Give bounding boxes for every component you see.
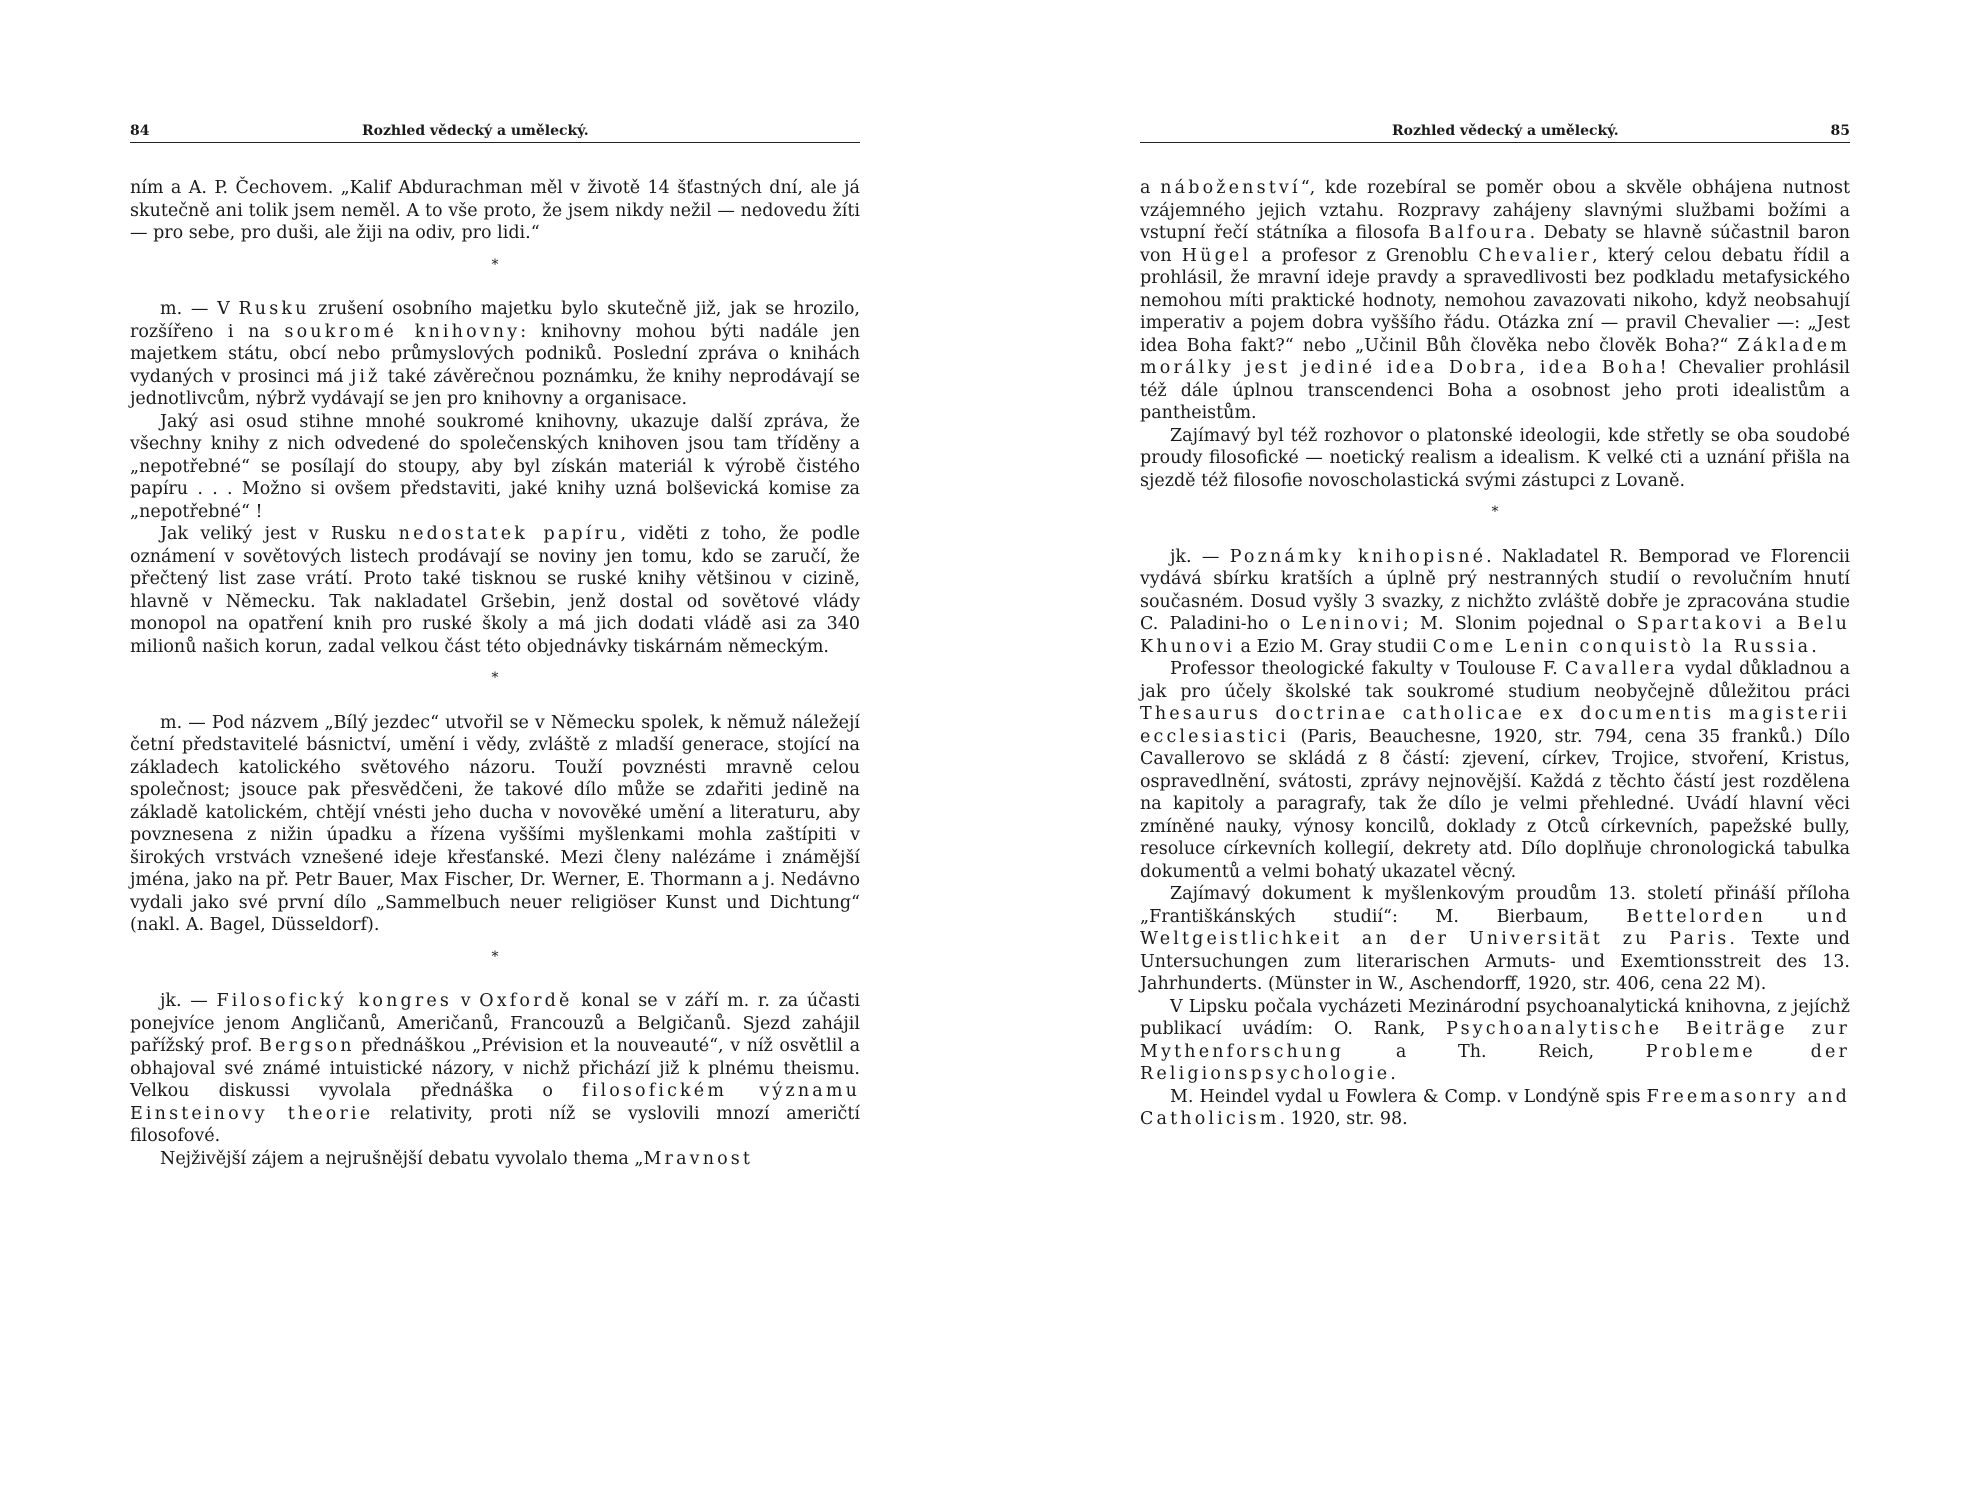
section-separator: * bbox=[491, 670, 499, 686]
section-separator: * bbox=[491, 256, 499, 273]
paragraph: Jak veliký jest v Rusku nedostatek papíru, viděti z toho, že podle oznámení v sovětových listech prodávají se noviny jen tomu, kdo se zaručí, že přečtený list zase vrátí. Proto také tisknou se ruské knihy většinou v cizině, hlavně v Německu. Tak nakladatel Gršebin, jenž dostal od sovětové vlády monopol na opatření knih pro ruské školy a má jich dodati vládě asi za 340 milionů našich korun, zadal velkou část této objednávky tiskárnám německým. bbox=[130, 524, 860, 657]
paragraph: jk. — Poznámky knihopisné. Nakladatel R. Bemporad ve Florencii vydává sbírku kratších a úplně prý nestranných studií o revolučním hnutí současném. Dosud vyšly 3 svazky, z nichžto zvláště dobře je zpracována studie C. Paladini-ho o Leninovi; M. Slonim pojednal o Spartakovi a Belu Khunovi a Ezio M. Gray studii Come Lenin conquistò la Russia. bbox=[1140, 546, 1850, 657]
section-separator: * bbox=[491, 948, 499, 965]
section-separator: * bbox=[1491, 504, 1499, 520]
right-page bbox=[1140, 120, 1850, 1131]
left-page bbox=[130, 120, 860, 1170]
page-body bbox=[130, 177, 860, 1170]
paragraph: m. — V Rusku zrušení osobního majetku bylo skutečně již, jak se hrozilo, rozšířeno i na soukromé knihovny: knihovny mohou býti nadále jen majetkem státu, obcí nebo průmyslových podniků. Poslední zpráva o knihách vydaných v prosinci má již také závěrečnou poznámku, že knihy neprodávají se jednotlivcům, nýbrž vydávají se jen pro knihovny a organisace. bbox=[130, 299, 861, 409]
paragraph: V Lipsku počala vycházeti Mezinárodní psychoanalytická knihovna, z jejíchž publikací uvádím: O. Rank, Psychoanalytische Beiträge zur Mythenforschung a Th. Reich, Probleme der Religionspsychologie. bbox=[1140, 996, 1850, 1084]
page-body bbox=[1140, 177, 1850, 1131]
page-header bbox=[130, 120, 860, 143]
paragraph: Jaký asi osud stihne mnohé soukromé knihovny, ukazuje další zpráva, že všechny knihy z nich odvedené do společenských knihoven jsou tam tříděny a „nepotřebné“ se posílají do stoupy, aby byl získán materiál k výrobě čistého papíru . . . Možno si ovšem představiti, jaké knihy uzná bolševická komise za „nepotřebné“ ! bbox=[130, 411, 860, 522]
paragraph: M. Heindel vydal u Fowlera & Comp. v Londýně spis Freemasonry and Catholicism. 1920, str. 98. bbox=[1140, 1086, 1850, 1129]
paragraph: jk. — Filosofický kongres v Oxfordě konal se v září m. r. za účasti ponejvíce jenom Angličanů, Američanů, Francouzů a Belgičanů. Sjezd zahájil pařížský prof. Bergson přednáškou „Prévision et la nouveauté“, v níž osvětlil a obhajoval své známé intuistické názory, v nichž přichází již k plnému theismu. Velkou diskussi vyvolala přednáška o filosofickém významu Einsteinovy theorie relativity, proti níž se vyslovili mnozí američtí filosofové. bbox=[130, 991, 861, 1146]
running-head: Rozhled vědecký a umělecký. bbox=[362, 123, 589, 139]
paragraph: ním a A. P. Čechovem. „Kalif Abdurachman měl v životě 14 šťastných dní, ale já skutečně ani tolik jsem neměl. A to vše proto, že jsem nikdy nežil — nedovedu žíti — pro sebe, pro duši, ale žiji na odiv, pro lidi.“ bbox=[130, 178, 860, 243]
page-number: 85 bbox=[1830, 123, 1850, 139]
page-number: 84 bbox=[130, 123, 150, 139]
paragraph: Professor theologické fakulty v Toulouse F. Cavallera vydal důkladnou a jak pro účely školské tak soukromé studium neobyčejně důležitou práci Thesaurus doctrinae catholicae ex documentis magisterii ecclesiastici (Paris, Beauchesne, 1920, str. 794, cena 35 franků.) Dílo Cavallerovo se skládá z 8 částí: zjevení, církev, Trojice, stvoření, Kristus, ospravedlnění, svátosti, zprávy nejnovější. Každá z těchto částí jest rozdělena na kapitoly a paragrafy, tak že dílo je velmi přehledné. Uvádí hlavní věci zmíněné nauky, výnosy koncilů, doklady z Otců církevních, papežské bully, resoluce církevních kollegií, dekrety atd. Dílo doplňuje chronologická tabulka dokumentů a velmi bohatý ukazatel věcný. bbox=[1140, 659, 1850, 882]
paragraph: Zajímavý byl též rozhovor o platonské ideologii, kde střetly se oba soudobé proudy filosofické — noetický realism a idealism. K velké cti a uznání přišla na sjezdě též filosofie novoscholastická svými zástupci z Lovaně. bbox=[1140, 425, 1850, 491]
page-header bbox=[1140, 120, 1850, 143]
paragraph: Nejživější zájem a nejrušnější debatu vyvolalo thema „Mravnost bbox=[160, 1148, 754, 1169]
paragraph: m. — Pod názvem „Bílý jezdec“ utvořil se v Německu spolek, k němuž náležejí četní představitelé básnictví, umění i vědy, zvláště z mladší generace, stojící na základech katolického světového názoru. Touží povznésti mravně celou společnost; jsouce pak přesvědčeni, že takové dílo může se zdařiti jedině na základě katolickém, chtějí vnésti jeho ducha v novověké umění a literaturu, aby povznesena z nižin úpadku a řízena vyššími myšlenkami mohla zaštípiti v širokých vrstvách vznešené ideje křesťanské. Mezi členy nalézáme i známější jména, jako na př. Petr Bauer, Max Fischer, Dr. Werner, E. Thormann a j. Nedávno vydali jako své první dílo „Sammelbuch neuer religiöser Kunst und Dichtung“ (nakl. A. Bagel, Düsseldorf). bbox=[130, 712, 860, 935]
paragraph: Zajímavý dokument k myšlenkovým proudům 13. století přináší příloha „Františkánských studií“: M. Bierbaum, Bettelorden und Weltgeistlichkeit an der Universität zu Paris. Texte und Untersuchungen zum literarischen Armuts- und Exemtionsstreit des 13. Jahrhunderts. (Münster in W., Aschendorff, 1920, str. 406, cena 22 M). bbox=[1140, 884, 1850, 994]
running-head: Rozhled vědecký a umělecký. bbox=[1392, 123, 1619, 139]
paragraph: a náboženství“, kde rozebíral se poměr obou a skvěle obhájena nutnost vzájemného jejich vztahu. Rozpravy zahájeny slavnými službami božími a vstupní řečí státníka a filosofa Balfoura. Debaty se hlavně súčastnil baron von Hügel a profesor z Grenoblu Chevalier, který celou debatu řídil a prohlásil, že mravní ideje pravdy a spravedlivosti bez podkladu metafysického nemohou míti praktické hodnoty, nemohou zavazovati nikoho, když neobsahují imperativ a pojem dobra vyššího řádu. Otázka zní — pravil Chevalier —: „Jest idea Boha fakt?“ nebo „Učinil Bůh člověka nebo člověk Boha?“ Základem morálky jest jediné idea Dobra, idea Boha! Chevalier prohlásil též dále úplnou transcendenci Boha a osobnost jeho proti idealistům a pantheistům. bbox=[1140, 178, 1850, 423]
